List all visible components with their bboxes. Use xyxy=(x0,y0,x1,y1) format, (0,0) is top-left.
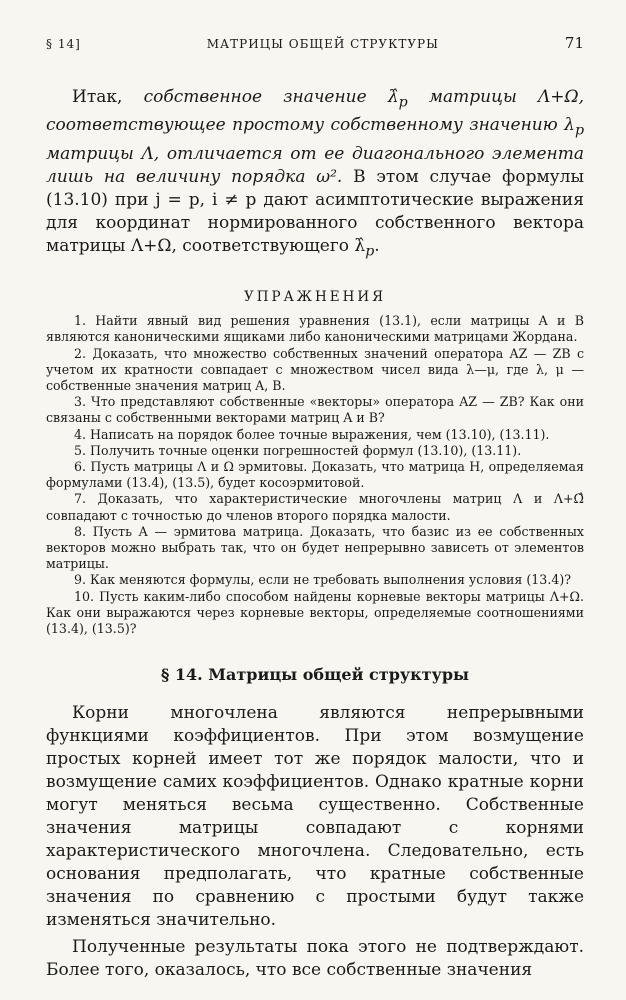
exercises-list xyxy=(46,313,584,637)
section-paragraph-1: Корни многочлена являются непрерывными функциями коэффициентов. При этом возмущение простых корней имеет тот же порядок малости, что и возмущение самих коэффициентов. Однако кратные корни могут меняться весьма существенно. Собственные значения матрицы совпадают с корнями характеристического многочлена. Следовательно, есть основания предполагать, что кратные собственные значения по сравнению с простыми будут также изменяться значительно. xyxy=(46,703,584,931)
book-page xyxy=(46,34,584,982)
exercise-item: 6. Пусть матрицы Λ и Ω эрмитовы. Доказать, что матрица H, определяемая формулами (13.4), (13.5), будет косоэрмитовой. xyxy=(46,459,584,491)
exercise-item: 3. Что представляют собственные «векторы» оператора AZ — ZB? Как они связаны с собственными векторами матриц A и B? xyxy=(46,394,584,426)
header-title: МАТРИЦЫ ОБЩЕЙ СТРУКТУРЫ xyxy=(206,37,439,51)
exercise-item: 4. Написать на порядок более точные выражения, чем (13.10), (13.11). xyxy=(74,426,550,442)
page-number: 71 xyxy=(564,34,584,52)
section-title: § 14. Матрицы общей структуры xyxy=(160,665,470,685)
running-header xyxy=(46,34,584,52)
exercise-item: 1. Найти явный вид решения уравнения (13.1), если матрицы A и B являются каноническими ящиками либо каноническими матрицами Жордана. xyxy=(46,313,584,345)
exercise-item: 10. Пусть каким-либо способом найдены корневые векторы матрицы Λ+Ω. Как они выражаются через корневые векторы, определяемые соотношениями (13.4), (13.5)? xyxy=(46,588,584,637)
exercise-item: 9. Как меняются формулы, если не требовать выполнения условия (13.4)? xyxy=(74,572,571,588)
header-section: § 14] xyxy=(46,37,81,51)
intro-paragraph: Итак, собственное значение $\lambdâ_p$ матрицы Λ+Ω, соответствующее простому собственному значению $\lambda_p$ матрицы Λ, отличается от ее диагонального элемента лишь на величину порядка ω². В этом случае формулы (13.10) при j = p, i ≠ p дают асимптотические выражения для координат нормированного собственного вектора матрицы Λ+Ω, соответствующего $\lambdâ_p$. xyxy=(46,87,585,260)
exercise-item: 2. Доказать, что множество собственных значений оператора AZ — ZB с учетом их кратности совпадает с множеством чисел вида λ—μ, где λ, μ — собственные значения матриц A, B. xyxy=(46,345,584,393)
exercise-item: 5. Получить точные оценки погрешностей формул (13.10), (13.11). xyxy=(74,442,522,458)
exercise-item: 7. Доказать, что характеристические многочлены матриц Λ и Λ+Ω̂ совпадают с точностью до членов второго порядка малости. xyxy=(46,491,584,523)
exercise-item: 8. Пусть A — эрмитова матрица. Доказать, что базис из ее собственных векторов можно выбрать так, что он будет непрерывно зависеть от элементов матрицы. xyxy=(46,523,584,572)
section-paragraph-2: Полученные результаты пока этого не подтверждают. Более того, оказалось, что все собственные значения xyxy=(46,937,584,981)
exercises-heading: УПРАЖНЕНИЯ xyxy=(243,289,387,306)
